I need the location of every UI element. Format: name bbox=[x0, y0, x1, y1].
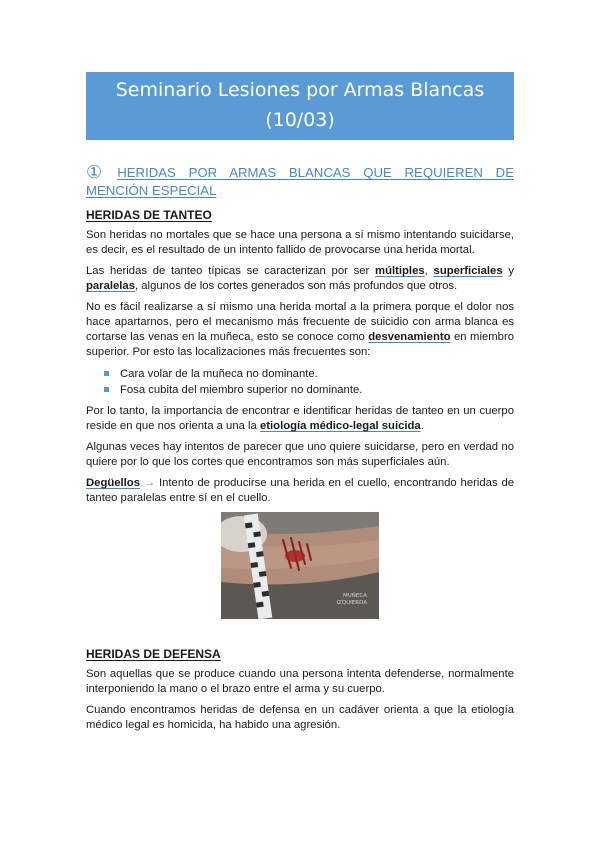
text-run: , bbox=[424, 265, 434, 277]
deguellos-paragraph bbox=[86, 476, 514, 506]
location-list bbox=[86, 366, 514, 398]
text-run: . bbox=[420, 420, 424, 432]
text-run: Por lo tanto, la importancia de encontrar e identificar heridas de tanteo en un cuerpo reside en que nos orienta a una la bbox=[86, 405, 514, 432]
defensa-paragraph-2: Cuando encontramos heridas de defensa en un cadáver orienta a que la etiología médico legal es homicida, ha habido una agresión. bbox=[86, 704, 514, 731]
term-superficiales: superficiales bbox=[433, 265, 503, 277]
text-run: Las heridas de tanteo típicas se caracterizan por ser bbox=[86, 265, 376, 277]
defensa-paragraph-1: Son aquellas que se produce cuando una persona intenta defenderse, normalmente interponiendo la mano o el brazo entre el arma y su cuerpo. bbox=[86, 668, 514, 695]
tanteo-paragraph-5: Algunas veces hay intentos de parecer que uno quiere suicidarse, pero en verdad no quiere por lo que los cortes que encontramos son más superficiales aún. bbox=[86, 441, 514, 468]
text-run: y bbox=[502, 265, 514, 277]
list-item bbox=[104, 366, 514, 382]
subheading-tanteo: HERIDAS DE TANTEO bbox=[86, 208, 212, 222]
figure bbox=[86, 512, 514, 619]
photo-caption-line: MUÑECA bbox=[343, 593, 367, 599]
wrist-wound-photo bbox=[221, 512, 379, 619]
section-heading-text: HERIDAS POR ARMAS BLANCAS QUE REQUIEREN DE MENCIÓN ESPECIAL bbox=[86, 165, 515, 198]
section-number: ① bbox=[86, 162, 112, 183]
term-deguellos: Degüellos bbox=[86, 477, 140, 489]
bullet-square-icon bbox=[104, 387, 109, 392]
term-paralelas: paralelas bbox=[86, 280, 135, 292]
list-item-text: Cara volar de la muñeca no dominante. bbox=[120, 368, 318, 380]
term-desvenamiento: desvenamiento bbox=[368, 331, 451, 343]
section-heading bbox=[86, 164, 514, 200]
list-item-text: Fosa cubita del miembro superior no dominante. bbox=[120, 384, 363, 396]
photo-caption bbox=[336, 593, 367, 607]
tanteo-paragraph-2 bbox=[86, 264, 514, 294]
photo-caption-line: IZQUIERDA bbox=[336, 600, 367, 606]
text-run: No es fácil realizarse a sí mismo una herida mortal a la primera porque el dolor nos hace apartarnos, pero el mecanismo más frecuente de suicidio con arma blanca es cortarse las venas en la muñeca, esto se conoce como bbox=[86, 301, 514, 343]
bullet-square-icon bbox=[104, 371, 109, 376]
title-line-1: Seminario Lesiones por Armas Blancas bbox=[115, 79, 485, 101]
document-page bbox=[86, 72, 514, 739]
term-multiples: múltiples bbox=[375, 265, 425, 277]
list-item bbox=[104, 382, 514, 398]
title-line-2: (10/03) bbox=[265, 109, 335, 131]
text-run: , algunos de los cortes generados son más profundos que otros. bbox=[135, 280, 458, 292]
text-run: Intento de producirse una herida en el cuello, encontrando heridas de tanteo paralelas entre sí en el cuello. bbox=[86, 477, 515, 504]
tanteo-paragraph-3 bbox=[86, 300, 514, 360]
subheading-defensa: HERIDAS DE DEFENSA bbox=[86, 647, 221, 661]
text-run: en miembro superior. Por esto las localizaciones más frecuentes son: bbox=[86, 331, 514, 358]
title-banner bbox=[86, 72, 514, 140]
arrow-right-icon: → bbox=[143, 477, 156, 489]
tanteo-paragraph-4 bbox=[86, 404, 514, 434]
term-etiologia: etiología médico-legal suicida bbox=[259, 420, 421, 432]
tanteo-paragraph-1: Son heridas no mortales que se hace una persona a sí mismo intentando suicidarse, es decir, es el resultado de un intento fallido de provocarse una herida mortal. bbox=[86, 229, 514, 256]
